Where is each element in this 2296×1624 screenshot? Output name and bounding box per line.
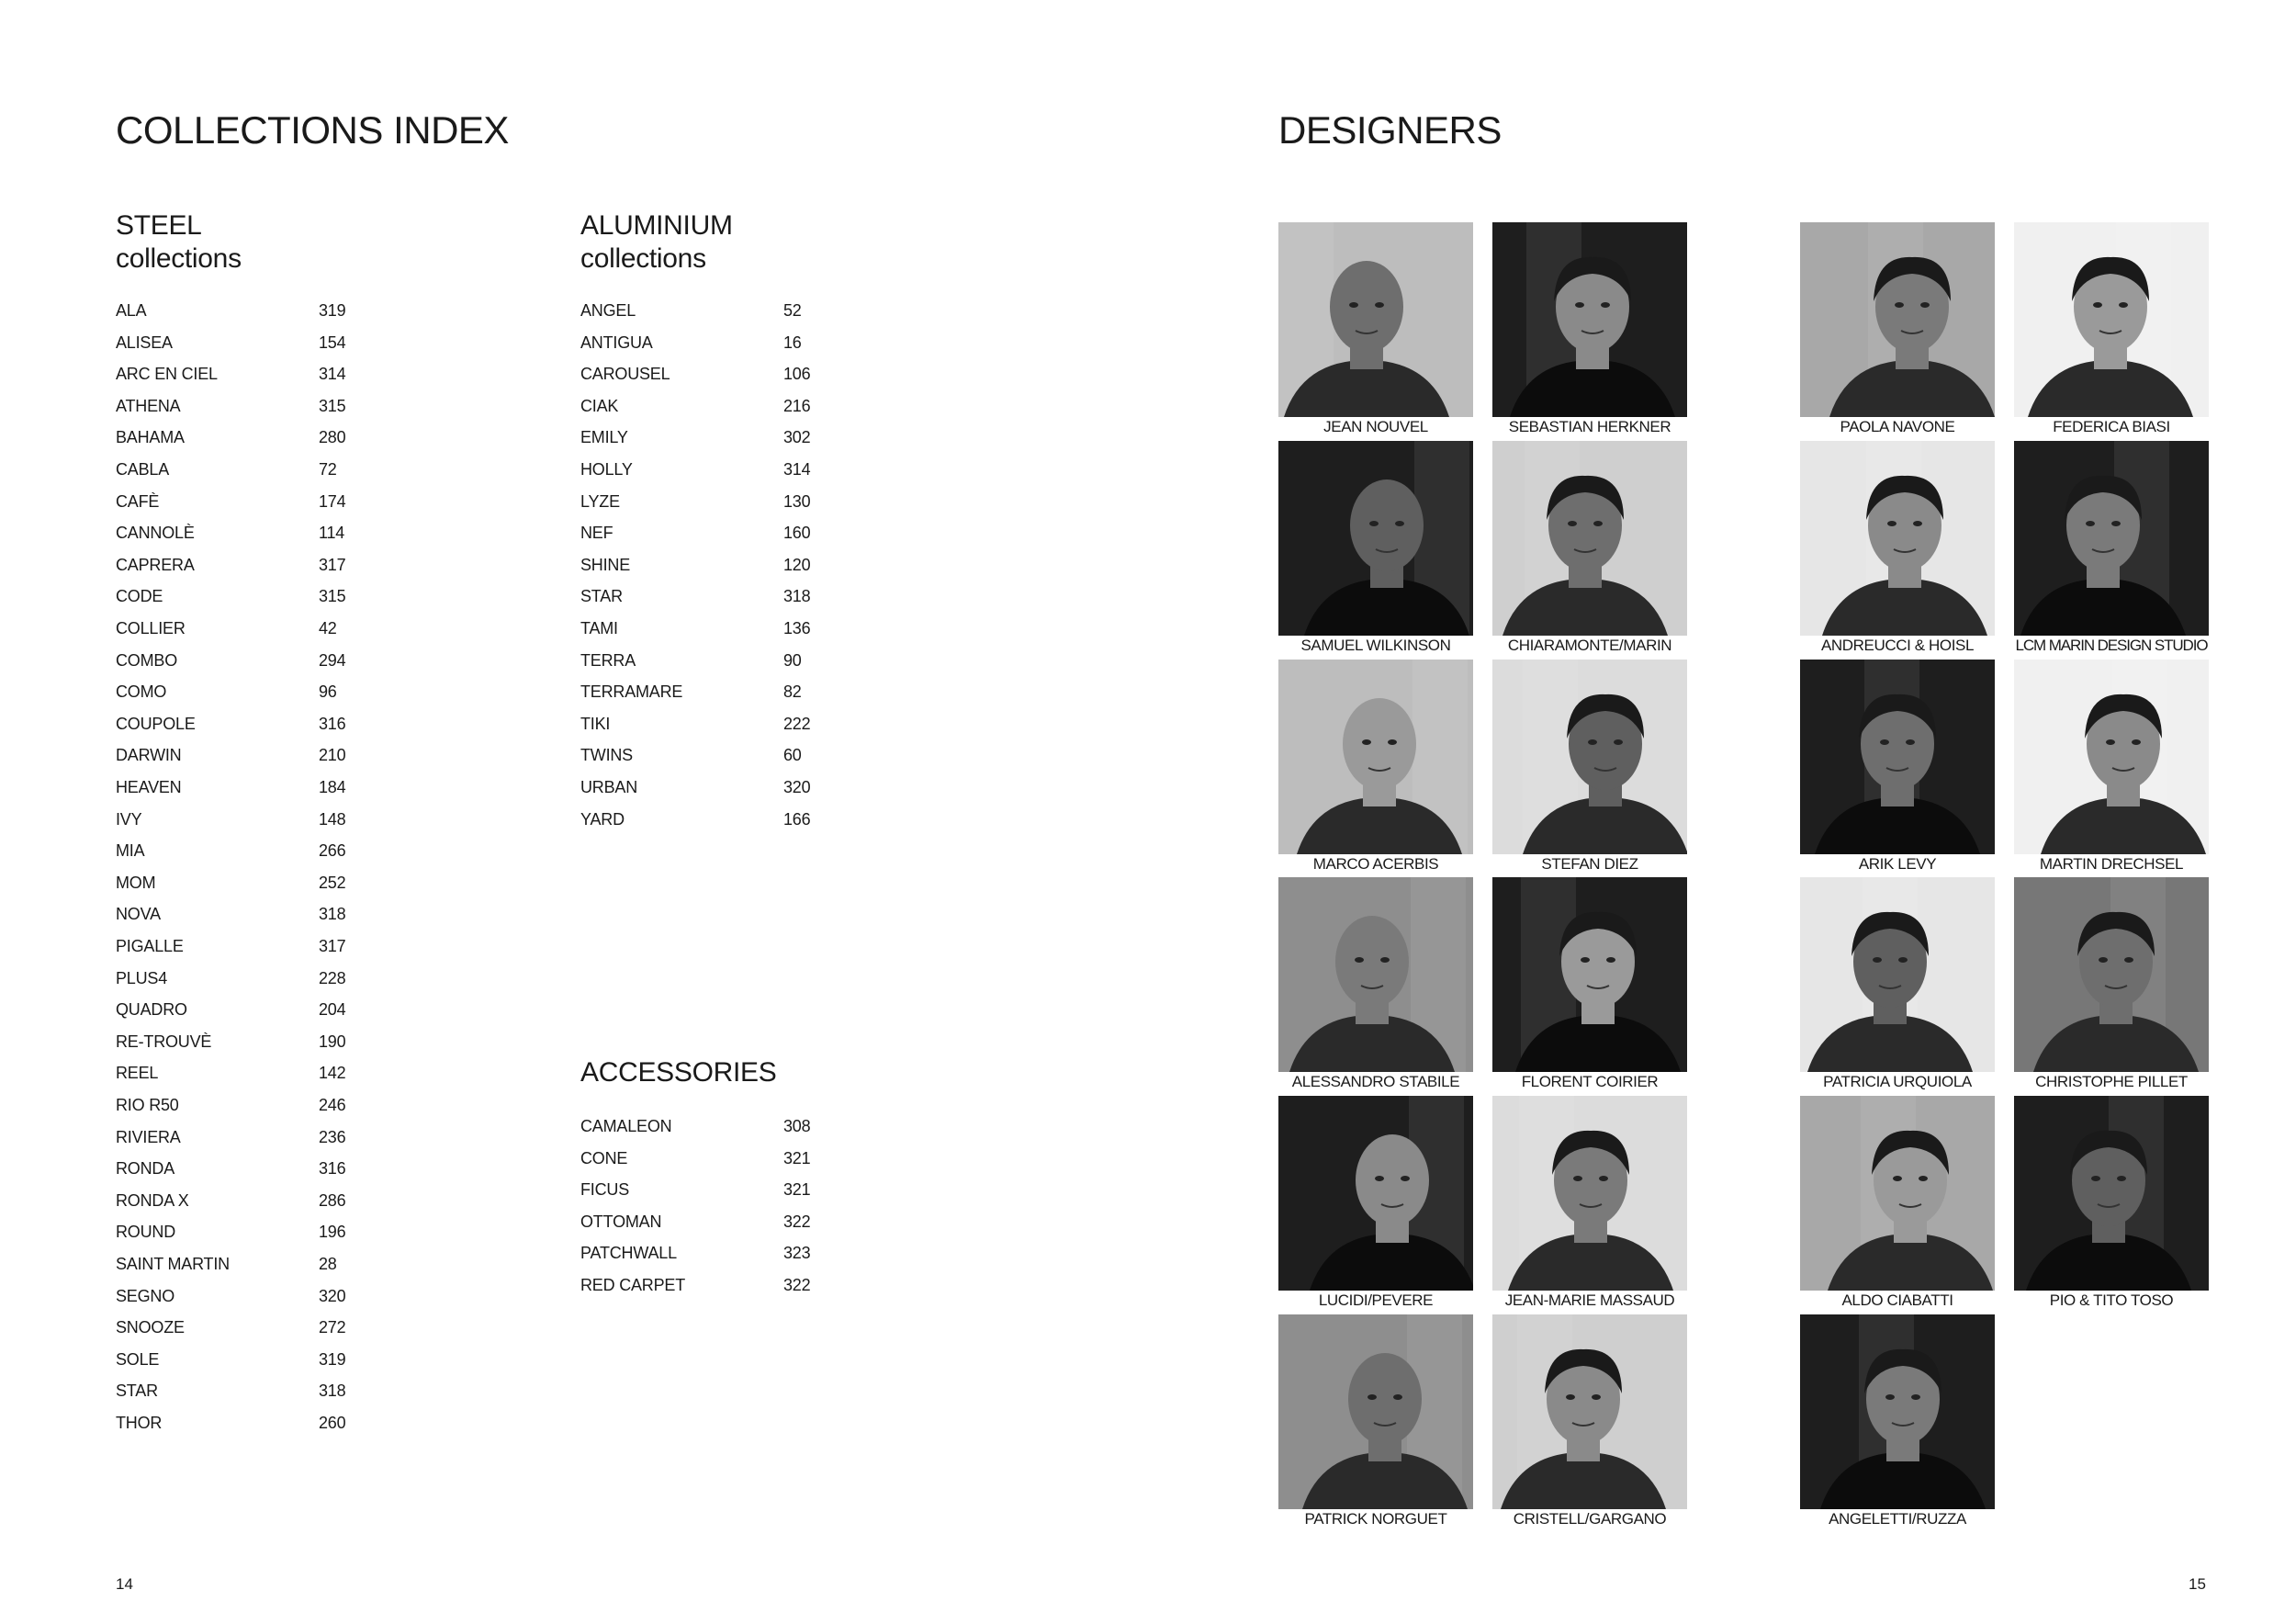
collection-name: CABLA [116, 460, 170, 479]
page-reference: 148 [319, 809, 346, 829]
designer-portrait [1278, 1096, 1473, 1291]
collection-name: RONDA X [116, 1190, 189, 1210]
index-entry [116, 968, 346, 988]
designer-portrait [2014, 877, 2209, 1072]
collection-name: ALA [116, 301, 147, 320]
page-reference: 317 [319, 937, 346, 955]
index-entry [116, 1349, 346, 1370]
page-reference: 321 [783, 1180, 811, 1200]
collection-name: PIGALLE [116, 937, 184, 955]
page-title-designers: DESIGNERS [1278, 108, 1502, 152]
collection-name: OTTOMAN [580, 1212, 662, 1231]
index-entry [116, 300, 346, 321]
designer-portrait [1800, 1096, 1995, 1291]
page-reference: 130 [783, 491, 811, 511]
page-reference: 252 [319, 873, 346, 892]
designer-portrait [1278, 222, 1473, 417]
page-reference: 322 [783, 1276, 811, 1294]
collection-name: HOLLY [580, 460, 633, 479]
collection-name: SNOOZE [116, 1318, 185, 1337]
collection-name: NOVA [116, 905, 161, 924]
index-entry [116, 1190, 346, 1211]
collection-name: CANNOLÈ [116, 524, 195, 543]
page-reference: 222 [783, 714, 811, 733]
index-entry [116, 1127, 346, 1147]
designer-name: JEAN NOUVEL [1323, 418, 1428, 435]
designer-portrait [1278, 660, 1473, 854]
collection-name: YARD [580, 809, 625, 829]
collection-name: TERRAMARE [580, 682, 683, 702]
index-entry [116, 936, 346, 956]
index-entry [116, 714, 346, 734]
collection-name: SOLE [116, 1349, 160, 1369]
index-entry [116, 333, 346, 353]
designer-portrait [1800, 1314, 1995, 1509]
designer-portrait [1278, 877, 1473, 1072]
collection-name: HEAVEN [116, 778, 182, 796]
designer-portrait [1492, 1096, 1687, 1291]
index-entry [116, 999, 346, 1020]
index-entry [580, 333, 802, 353]
index-entry [580, 523, 811, 543]
page-reference: 318 [319, 1382, 346, 1401]
page-reference: 184 [319, 778, 346, 796]
index-entry [116, 1222, 346, 1242]
collection-name: TERRA [580, 650, 636, 670]
index-entry [116, 1063, 346, 1083]
page-reference: 286 [319, 1190, 346, 1210]
page-reference: 166 [783, 809, 811, 829]
page-reference: 294 [319, 650, 346, 670]
index-entry [116, 745, 346, 765]
collection-name: CONE [580, 1148, 628, 1167]
designer-name: ANDREUCCI & HOISL [1820, 637, 1975, 654]
collection-name: ANGEL [580, 301, 636, 320]
page-reference: 72 [319, 460, 337, 479]
page-reference: 322 [783, 1212, 811, 1231]
page-reference: 260 [319, 1414, 346, 1432]
index-entry [580, 809, 811, 829]
index-entry [116, 427, 346, 447]
section-title-accessories: ACCESSORIES [580, 1057, 777, 1088]
index-entry [116, 873, 346, 893]
collection-name: PATCHWALL [580, 1244, 677, 1263]
collection-name: RONDA [116, 1159, 175, 1179]
index-entry [580, 300, 802, 321]
designer-name: PAOLA NAVONE [1840, 418, 1955, 435]
designer-portrait [1492, 877, 1687, 1072]
collection-name: LYZE [580, 491, 620, 511]
designer-name: ANGELETTI/RUZZA [1829, 1510, 1966, 1528]
index-entry [580, 650, 802, 671]
collection-name: TWINS [580, 746, 633, 765]
designer-name: SAMUEL WILKINSON [1300, 637, 1451, 654]
index-entry [116, 364, 346, 384]
index-entry [580, 427, 811, 447]
index-entry [116, 1381, 346, 1401]
designer-name: MARCO ACERBIS [1312, 855, 1439, 873]
steel-collections-list [116, 300, 391, 1449]
index-entry [116, 840, 346, 861]
page-reference: 266 [319, 841, 346, 861]
designer-portrait [1492, 1314, 1687, 1509]
index-entry [580, 777, 811, 797]
collection-name: STAR [116, 1382, 158, 1401]
index-entry [580, 1148, 811, 1168]
accessories-list [580, 1116, 856, 1346]
index-entry [580, 1116, 811, 1136]
designer-portrait [2014, 441, 2209, 636]
page-reference: 114 [319, 524, 345, 543]
collection-name: CODE [116, 587, 163, 606]
designer-portrait [1492, 660, 1687, 854]
index-entry [116, 650, 346, 671]
page-number-left: 14 [116, 1575, 133, 1593]
designer-portrait [2014, 1096, 2209, 1291]
index-entry [580, 1212, 811, 1232]
page-reference: 154 [319, 333, 346, 352]
page-reference: 319 [319, 1349, 346, 1369]
page-number-right: 15 [2189, 1575, 2206, 1593]
index-entry [580, 1243, 811, 1263]
page-reference: 308 [783, 1117, 811, 1135]
designer-name: CHIARAMONTE/MARIN [1507, 637, 1672, 654]
index-entry [580, 586, 811, 606]
page-reference: 106 [783, 365, 811, 384]
collection-name: PLUS4 [116, 968, 168, 987]
page-reference: 60 [783, 746, 802, 765]
index-entry [116, 809, 346, 829]
page-reference: 160 [783, 524, 811, 543]
designer-portrait [1278, 441, 1473, 636]
section-title-aluminium [580, 209, 733, 276]
index-entry [116, 618, 337, 638]
index-entry [580, 491, 811, 512]
page-reference: 316 [319, 1159, 346, 1179]
collection-name: ALISEA [116, 333, 173, 352]
page-reference: 228 [319, 968, 346, 987]
page-reference: 319 [319, 301, 346, 320]
collection-name: TAMI [580, 619, 618, 637]
steel-title-line2: collections [116, 243, 242, 274]
page-reference: 52 [783, 301, 802, 320]
collection-name: THOR [116, 1414, 163, 1432]
index-entry [580, 555, 811, 575]
page-reference: 320 [319, 1286, 346, 1305]
designer-name: CRISTELL/GARGANO [1513, 1510, 1667, 1528]
index-entry [116, 1317, 346, 1337]
collection-name: SEGNO [116, 1286, 175, 1305]
index-entry [116, 459, 337, 479]
page-reference: 90 [783, 650, 802, 670]
collection-name: COMBO [116, 650, 178, 670]
aluminium-collections-list [580, 300, 856, 851]
collection-name: STAR [580, 587, 623, 606]
designer-portrait [1800, 441, 1995, 636]
page-reference: 318 [319, 905, 346, 924]
page-reference: 246 [319, 1096, 346, 1114]
designer-name: FEDERICA BIASI [2053, 418, 2170, 435]
page-reference: 142 [319, 1064, 346, 1083]
page-reference: 204 [319, 1000, 346, 1020]
page-reference: 236 [319, 1127, 346, 1146]
page-reference: 210 [319, 746, 346, 765]
index-entry [116, 1413, 346, 1433]
page-reference: 28 [319, 1255, 337, 1273]
index-entry [116, 491, 346, 512]
designer-name: MARTIN DRECHSEL [2039, 855, 2184, 873]
designer-portrait [1492, 222, 1687, 417]
index-entry [116, 777, 346, 797]
page-reference: 302 [783, 428, 811, 447]
index-entry [580, 1275, 811, 1295]
page-reference: 314 [783, 460, 811, 479]
index-entry [580, 364, 811, 384]
page-reference: 272 [319, 1318, 346, 1337]
collection-name: MOM [116, 873, 156, 892]
designer-portrait [1492, 441, 1687, 636]
collection-name: ROUND [116, 1223, 175, 1242]
collection-name: ANTIGUA [580, 333, 653, 352]
index-entry [580, 682, 802, 702]
collection-name: NEF [580, 524, 613, 543]
index-entry [116, 1095, 346, 1115]
collection-name: EMILY [580, 428, 628, 447]
collection-name: ARC EN CIEL [116, 365, 218, 384]
page-reference: 314 [319, 365, 346, 384]
collection-name: IVY [116, 809, 142, 829]
collection-name: CAROUSEL [580, 365, 670, 384]
designer-portrait [2014, 222, 2209, 417]
index-entry [580, 618, 811, 638]
designer-name: CHRISTOPHE PILLET [2035, 1073, 2188, 1090]
index-entry [116, 904, 346, 924]
index-entry [116, 555, 346, 575]
index-entry [116, 1286, 346, 1306]
designer-name: PATRICK NORGUET [1304, 1510, 1447, 1528]
index-entry [116, 1158, 346, 1179]
collection-name: QUADRO [116, 1000, 187, 1020]
page-reference: 190 [319, 1032, 346, 1051]
page-reference: 196 [319, 1223, 346, 1242]
designer-name: LCM MARIN DESIGN STUDIO [2015, 637, 2208, 654]
collection-name: RIVIERA [116, 1127, 181, 1146]
collection-name: CIAK [580, 396, 619, 415]
designer-name: PATRICIA URQUIOLA [1823, 1073, 1972, 1090]
page-reference: 216 [783, 396, 811, 415]
designer-name: STEFAN DIEZ [1541, 855, 1638, 873]
page-reference: 321 [783, 1148, 811, 1167]
designer-name: PIO & TITO TOSO [2049, 1291, 2174, 1309]
collection-name: RIO R50 [116, 1096, 179, 1114]
index-entry [580, 1179, 811, 1200]
designer-name: ALDO CIABATTI [1841, 1291, 1953, 1309]
designer-name: SEBASTIAN HERKNER [1508, 418, 1671, 435]
collection-name: COUPOLE [116, 714, 196, 733]
page-reference: 315 [319, 587, 346, 606]
index-entry [116, 586, 346, 606]
index-entry [116, 1254, 337, 1274]
collection-name: FICUS [580, 1180, 630, 1200]
index-entry [116, 682, 337, 702]
collection-name: ATHENA [116, 396, 181, 415]
collection-name: CAFÈ [116, 491, 160, 511]
designer-name: FLORENT COIRIER [1521, 1073, 1659, 1090]
aluminium-title-line1: ALUMINIUM [580, 210, 733, 241]
page-reference: 316 [319, 714, 346, 733]
page-title-collections-index: COLLECTIONS INDEX [116, 108, 509, 152]
collection-name: DARWIN [116, 746, 182, 765]
index-entry [580, 745, 802, 765]
designer-portrait [1278, 1314, 1473, 1509]
page-reference: 136 [783, 619, 811, 637]
designer-portrait [1800, 222, 1995, 417]
page-reference: 317 [319, 555, 346, 574]
section-title-steel [116, 209, 242, 276]
collection-name: CAMALEON [580, 1117, 672, 1135]
collection-name: SAINT MARTIN [116, 1255, 230, 1273]
index-entry [116, 396, 346, 416]
page-reference: 320 [783, 778, 811, 796]
collection-name: RED CARPET [580, 1276, 686, 1294]
page-reference: 16 [783, 333, 802, 352]
index-entry [116, 1032, 346, 1052]
collection-name: BAHAMA [116, 428, 185, 447]
page-reference: 315 [319, 396, 346, 415]
page-reference: 280 [319, 428, 346, 447]
steel-title-line1: STEEL [116, 210, 202, 241]
collection-name: TIKI [580, 714, 611, 733]
page-reference: 120 [783, 555, 811, 574]
designer-portrait [2014, 660, 2209, 854]
collection-name: RE-TROUVÈ [116, 1032, 212, 1051]
designer-name: LUCIDI/PEVERE [1318, 1291, 1434, 1309]
designer-name: ARIK LEVY [1858, 855, 1937, 873]
designer-name: JEAN-MARIE MASSAUD [1504, 1291, 1675, 1309]
collection-name: MIA [116, 841, 145, 861]
index-entry [116, 523, 345, 543]
page-reference: 96 [319, 682, 337, 702]
index-entry [580, 396, 811, 416]
index-entry [580, 459, 811, 479]
page-reference: 174 [319, 491, 346, 511]
aluminium-title-line2: collections [580, 243, 706, 274]
collection-name: CAPRERA [116, 555, 195, 574]
index-entry [580, 714, 811, 734]
collection-name: REEL [116, 1064, 159, 1083]
collection-name: URBAN [580, 778, 638, 796]
page-reference: 82 [783, 682, 802, 702]
collection-name: COMO [116, 682, 167, 702]
page-reference: 318 [783, 587, 811, 606]
page-reference: 42 [319, 619, 337, 637]
collection-name: SHINE [580, 555, 631, 574]
designer-name: ALESSANDRO STABILE [1291, 1073, 1460, 1090]
designer-portrait [1800, 660, 1995, 854]
designer-portrait [1800, 877, 1995, 1072]
collection-name: COLLIER [116, 619, 186, 637]
page-reference: 323 [783, 1244, 811, 1263]
